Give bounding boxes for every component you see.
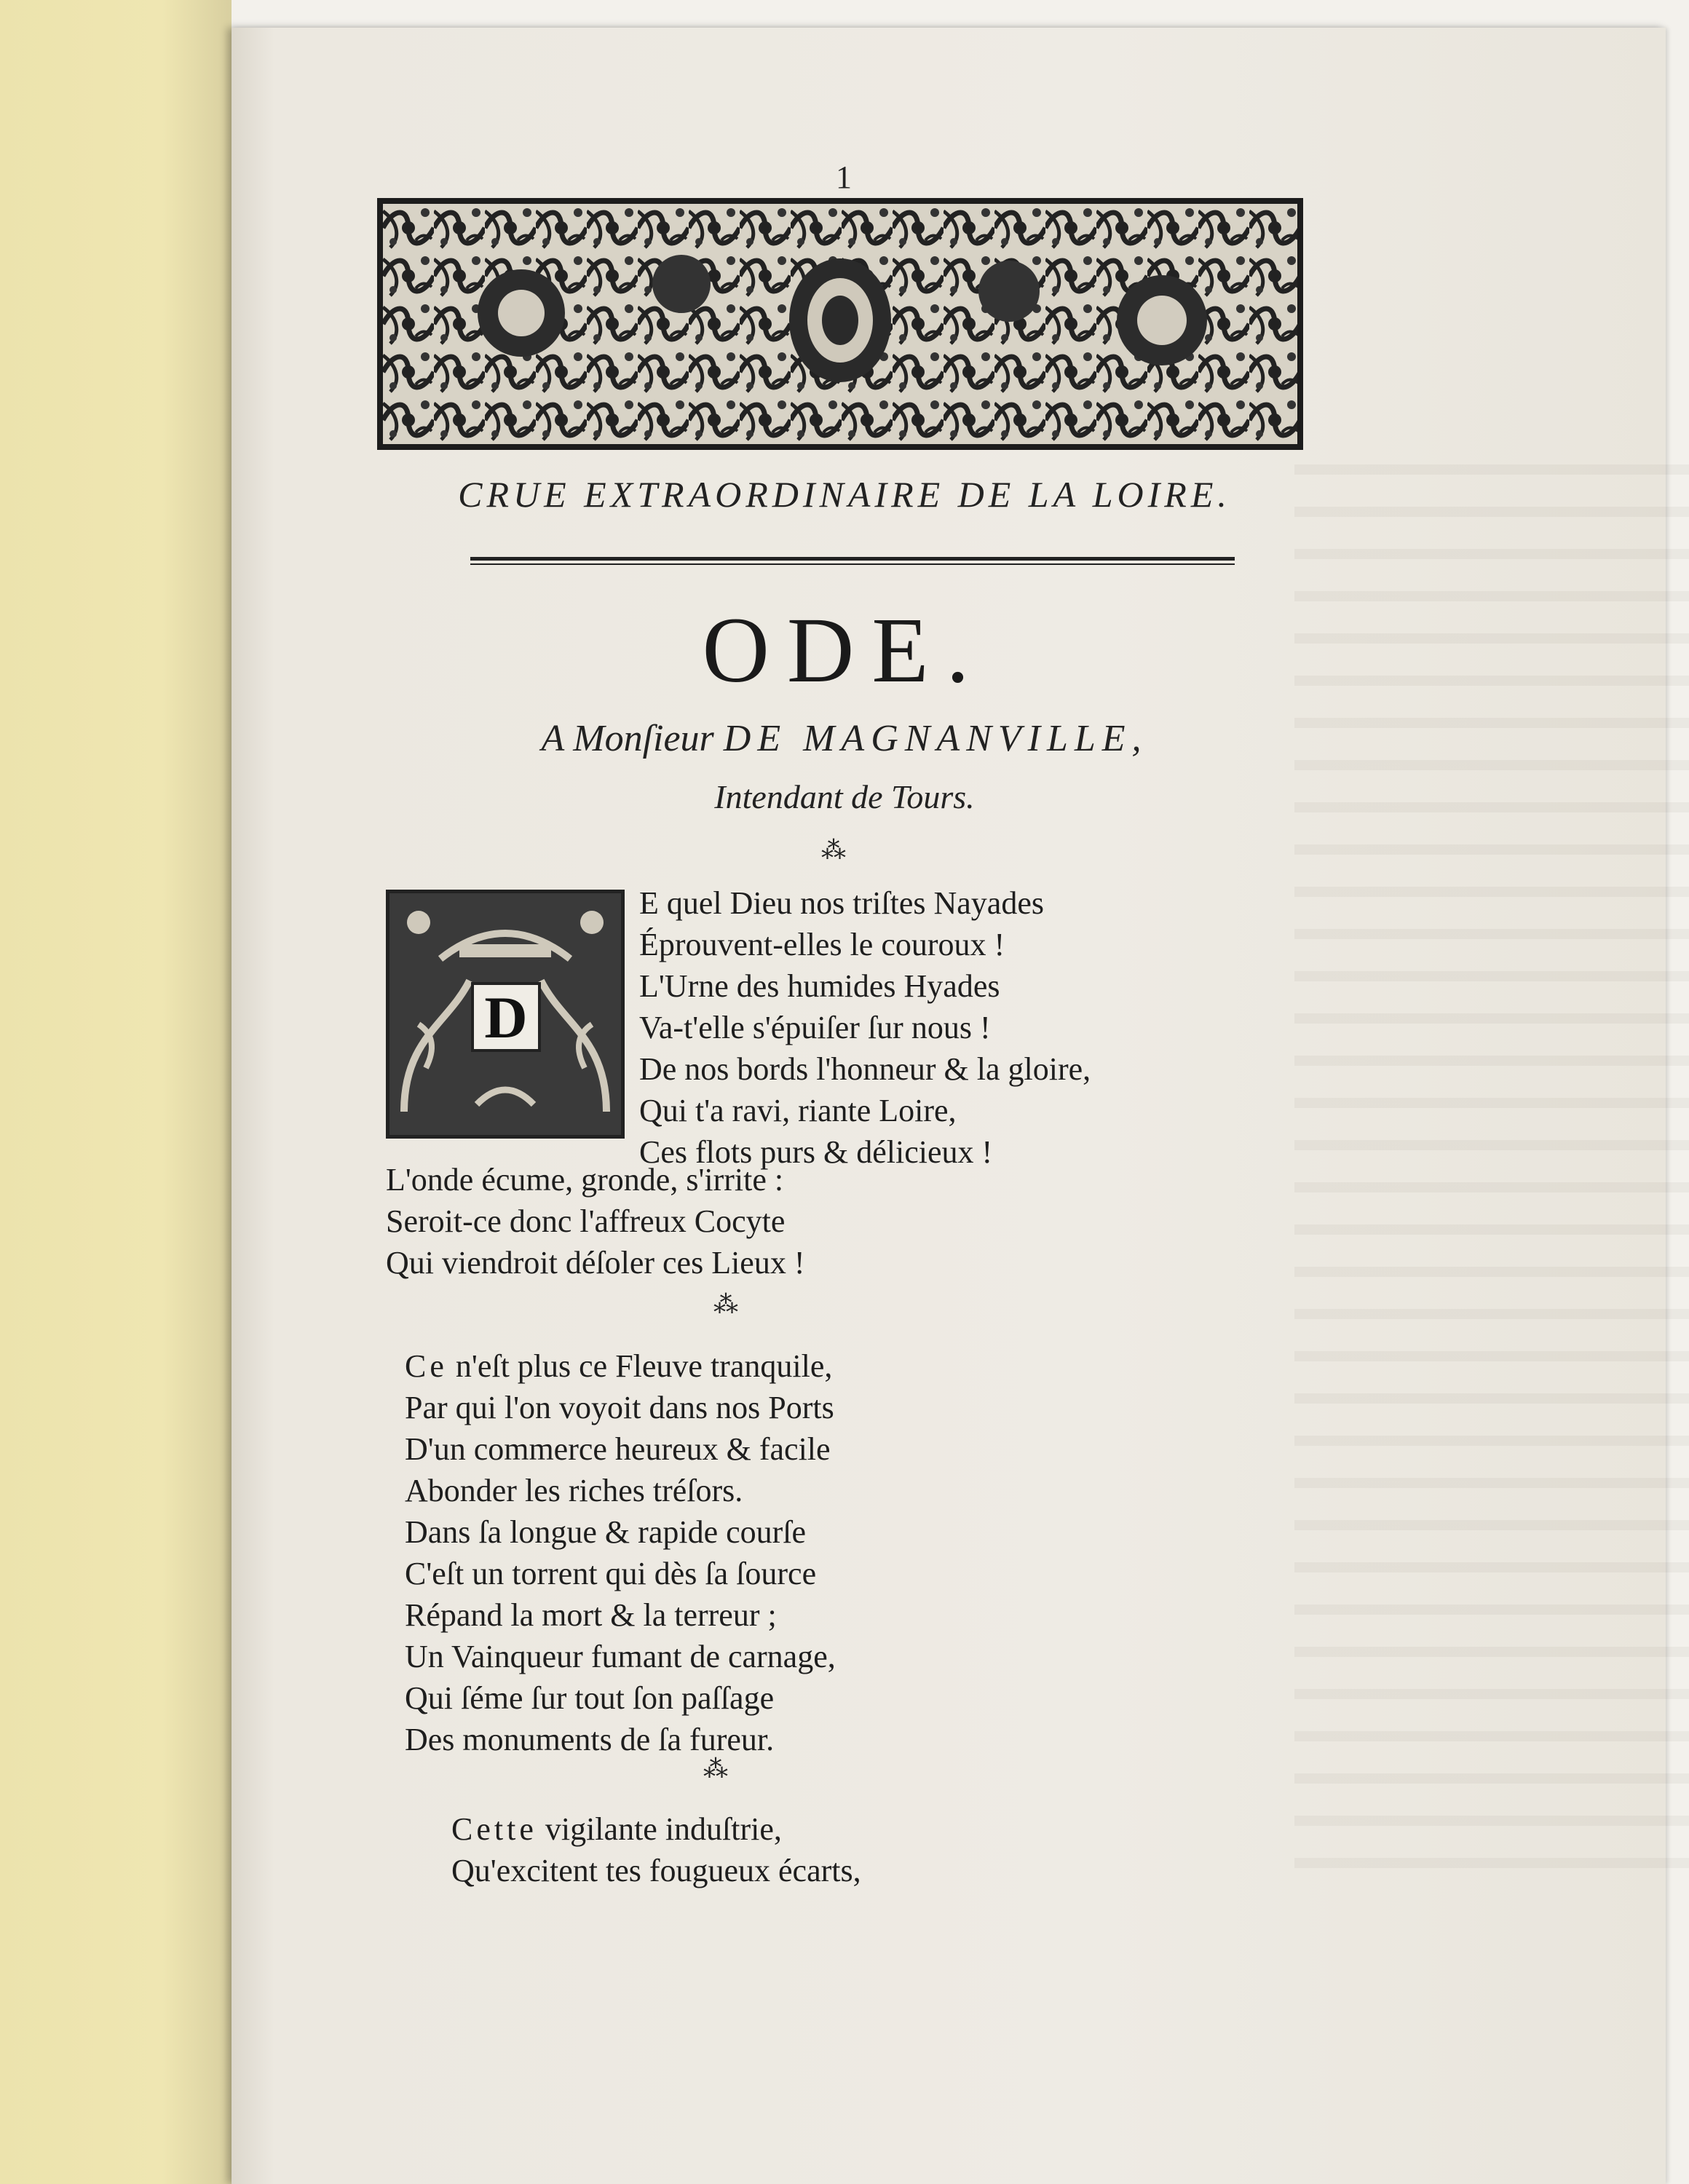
verse-line: Seroit-ce donc l'affreux Cocyte: [386, 1203, 786, 1239]
verse-line: Qui t'a ravi, riante Loire,: [639, 1093, 957, 1128]
verse-line: [451, 1808, 861, 1850]
verse-line: De nos bords l'honneur & la gloire,: [639, 1051, 1091, 1087]
fleuron-ornament: ⁂: [821, 837, 847, 864]
dedication: [0, 717, 1689, 760]
small-caps-lead: Ce: [405, 1348, 448, 1384]
verse-line: Dans ſa longue & rapide courſe: [405, 1514, 807, 1550]
verse-line: Éprouvent-elles le couroux !: [639, 927, 1005, 962]
verse-line: Par qui l'on voyoit dans nos Ports: [405, 1390, 834, 1425]
small-caps-lead: Cette: [451, 1811, 537, 1847]
stanza-1-beside-initial: [639, 882, 1091, 1173]
headpiece-ornament: [377, 198, 1303, 450]
verse-line: E quel Dieu nos triſtes Nayades: [639, 885, 1044, 921]
verse-line: Des monuments de ſa fureur.: [405, 1722, 775, 1757]
page-number: 1: [836, 159, 852, 195]
fleuron-ornament: ⁂: [713, 1291, 740, 1318]
verse-line-text: n'eſt plus ce Fleuve tranquile,: [447, 1348, 833, 1384]
verse-line: Ces flots purs & délicieux !: [639, 1134, 993, 1170]
ode-title: ODE.: [702, 598, 987, 702]
dedication-subtitle: Intendant de Tours.: [714, 778, 975, 815]
stanza-3: [451, 1808, 861, 1891]
verse-line: L'Urne des humides Hyades: [639, 968, 1000, 1004]
verse-line: Qu'excitent tes fougueux écarts,: [451, 1853, 861, 1888]
double-rule: [470, 557, 1235, 565]
decorated-initial: [386, 890, 625, 1139]
verse-line: Un Vainqueur fumant de carnage,: [405, 1639, 836, 1674]
verse-line: Va-t'elle s'épuiſer ſur nous !: [639, 1010, 991, 1045]
verse-line: L'onde écume, gronde, s'irrite :: [386, 1162, 784, 1198]
running-title: CRUE EXTRAORDINAIRE DE LA LOIRE.: [458, 474, 1231, 515]
verse-line: Qui ſéme ſur tout ſon paſſage: [405, 1680, 775, 1716]
dedication-prefix: A Monſieur: [541, 718, 714, 759]
verse-line: [405, 1345, 836, 1387]
dropcap-letter: D: [471, 982, 541, 1052]
stanza-1-below-initial: [386, 1159, 804, 1283]
cover-edge: [0, 0, 232, 2184]
verse-line: Qui viendroit déſoler ces Lieux !: [386, 1245, 805, 1281]
verse-line: D'un commerce heureux & facile: [405, 1431, 831, 1467]
verse-line: Répand la mort & la terreur ;: [405, 1597, 777, 1633]
verse-line-text: vigilante induſtrie,: [537, 1811, 782, 1847]
fleuron-ornament: ⁂: [703, 1756, 729, 1783]
stanza-2: [405, 1345, 836, 1760]
verse-line: C'eſt un torrent qui dès ſa ſource: [405, 1556, 817, 1591]
verse-line: Abonder les riches tréſors.: [405, 1473, 743, 1508]
dedication-name: DE MAGNANVILLE,: [723, 718, 1148, 759]
